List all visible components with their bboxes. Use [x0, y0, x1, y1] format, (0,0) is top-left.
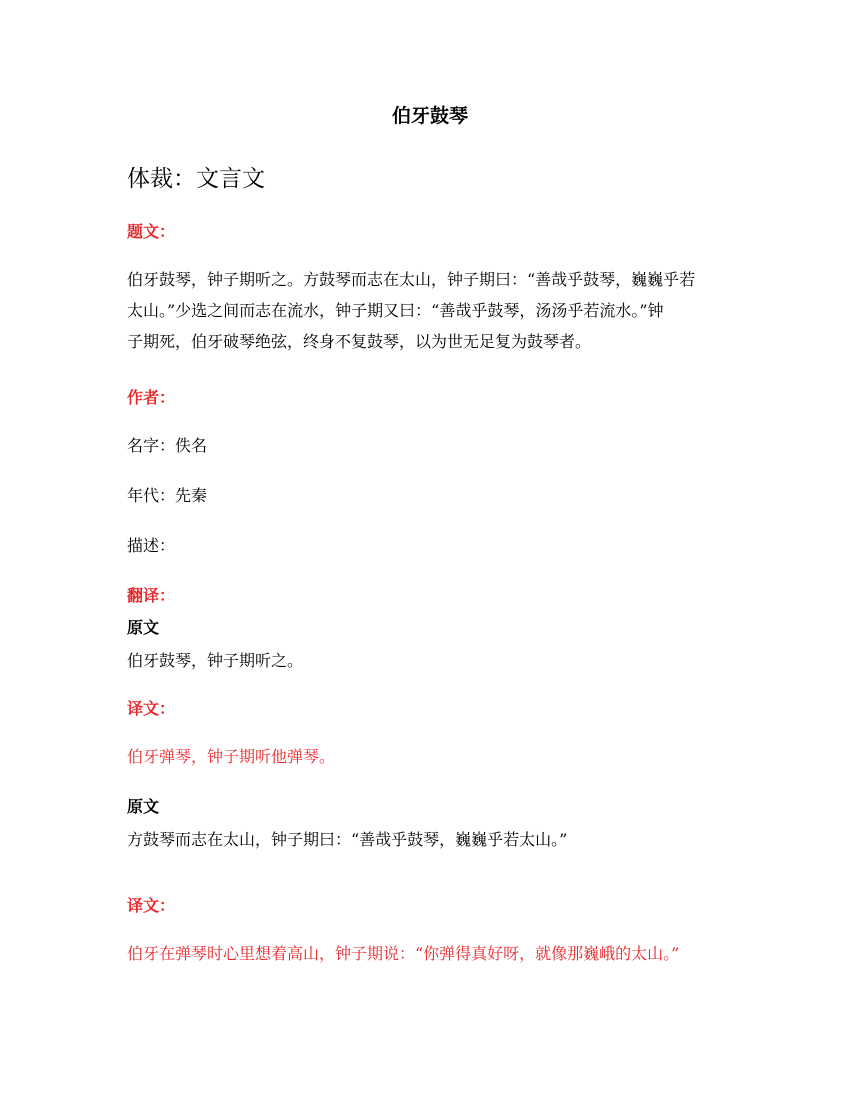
translation-text-1: 伯牙弹琴，钟子期听他弹琴。	[127, 747, 336, 766]
text-line-2: 太山。”少选之间而志在流水，钟子期又曰：“善哉乎鼓琴，汤汤乎若流水。”钟	[127, 301, 664, 320]
text-heading: 题文：	[127, 222, 176, 241]
original-text-1: 伯牙鼓琴，钟子期听之。	[127, 651, 304, 670]
original-label-2: 原文	[127, 797, 160, 816]
author-name: 名字：佚名	[127, 436, 208, 455]
original-label-1: 原文	[127, 618, 160, 637]
translation-label-2: 译文：	[127, 896, 176, 915]
text-line-3: 子期死，伯牙破琴绝弦，终身不复鼓琴，以为世无足复为鼓琴者。	[127, 332, 592, 351]
author-description: 描述：	[127, 536, 176, 555]
author-era: 年代：先秦	[127, 486, 208, 505]
author-heading: 作者：	[127, 388, 176, 407]
translation-text-2: 伯牙在弹琴时心里想着高山，钟子期说：“你弹得真好呀，就像那巍峨的太山。”	[127, 944, 680, 963]
text-line-1: 伯牙鼓琴，钟子期听之。方鼓琴而志在太山，钟子期曰：“善哉乎鼓琴，巍巍乎若	[127, 270, 696, 289]
translation-heading: 翻译：	[127, 586, 176, 605]
genre-line: 体裁：文言文	[127, 166, 265, 192]
original-text-2: 方鼓琴而志在太山，钟子期曰：“善哉乎鼓琴，巍巍乎若太山。”	[127, 830, 568, 849]
document-title: 伯牙鼓琴	[391, 105, 468, 127]
translation-label-1: 译文：	[127, 699, 176, 718]
